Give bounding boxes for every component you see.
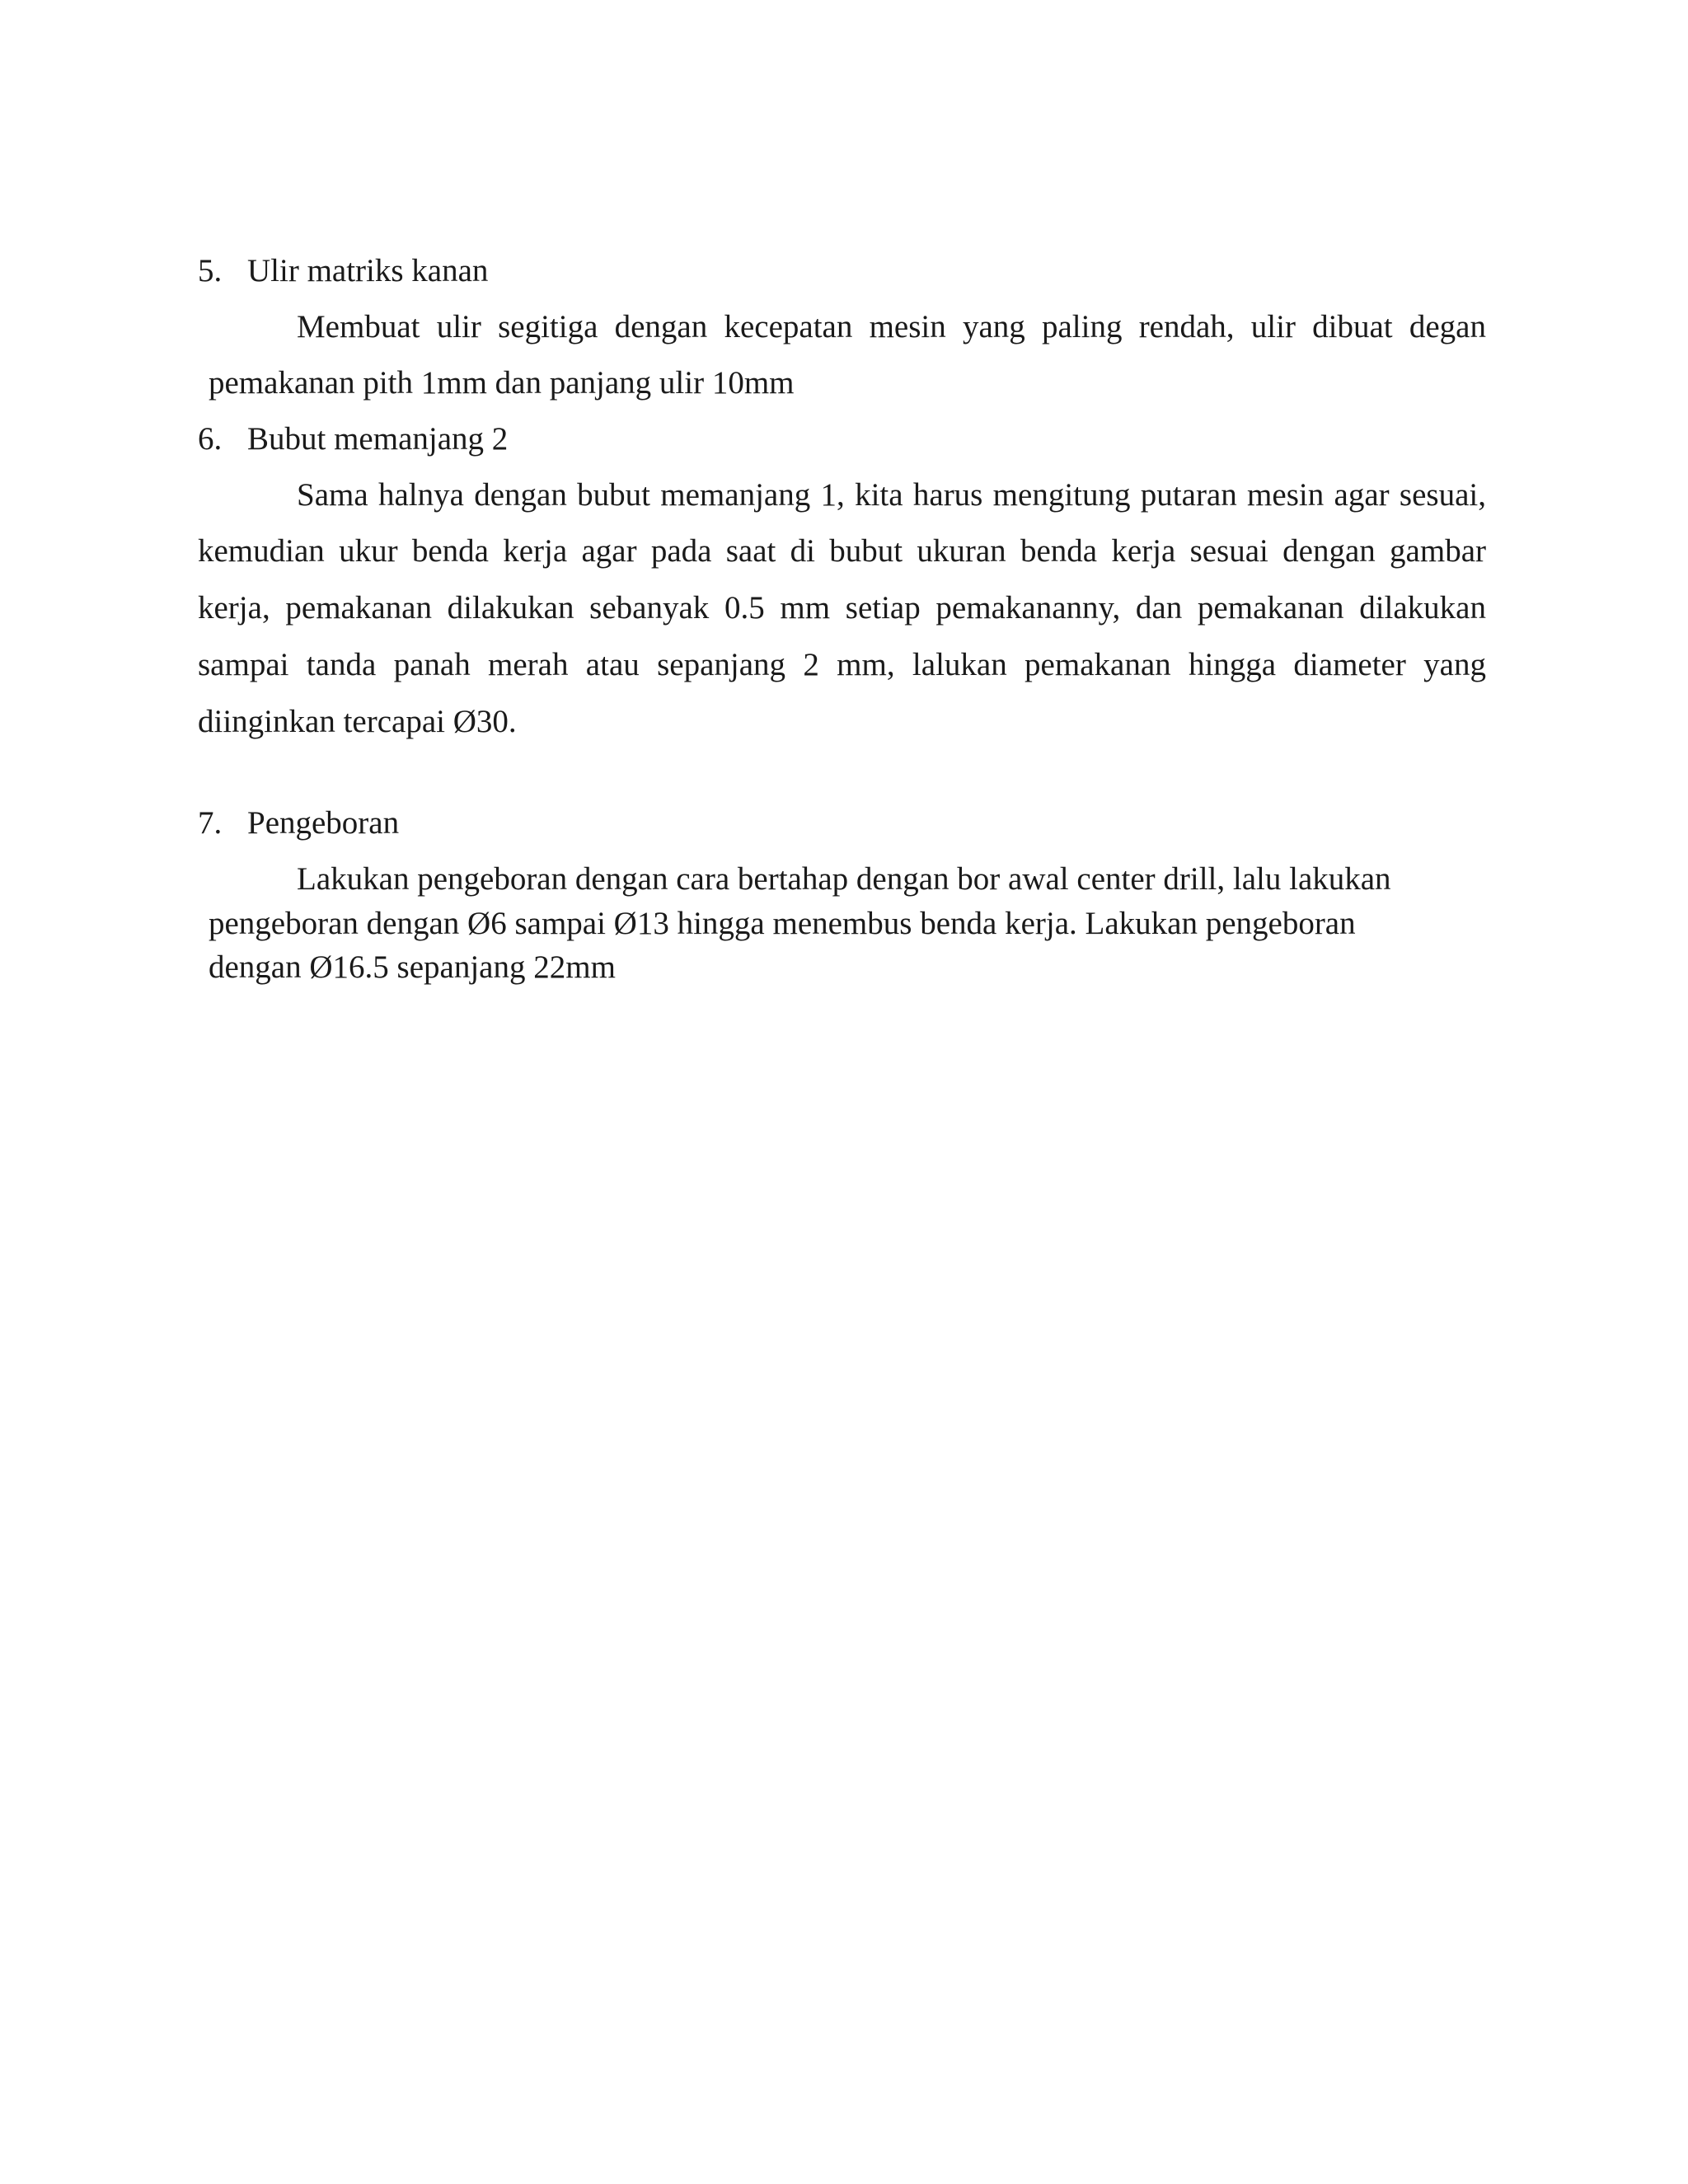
section-title: Bubut memanjang 2 [247,421,509,457]
section-title: Pengeboran [247,805,400,841]
section-6-heading [198,420,508,457]
section-7-line-1: Lakukan pengeboran dengan cara bertahap dengan bor awal center drill, lalu lakukan [297,861,1391,897]
section-6-line-5: diinginkan tercapai Ø30. [198,704,517,739]
section-title: Ulir matriks kanan [247,253,489,288]
section-6-line-3: kerja, pemakanan dilakukan sebanyak 0.5 mm setiap pemakananny, dan pemakanan dilakukan [198,590,1486,626]
section-7-heading [198,804,399,841]
section-5-line-1: Membuat ulir segitiga dengan kecepatan mesin yang paling rendah, ulir dibuat degan [297,309,1486,344]
section-number: 6. [198,421,223,457]
section-7-line-2: pengeboran dengan Ø6 sampai Ø13 hingga menembus benda kerja. Lakukan pengeboran [209,906,1356,941]
section-6-line-2: kemudian ukur benda kerja agar pada saat di bubut ukuran benda kerja sesuai dengan gambar [198,533,1486,569]
section-number: 5. [198,253,223,288]
section-5-line-2: pemakanan pith 1mm dan panjang ulir 10mm [209,365,795,401]
section-6-line-4: sampai tanda panah merah atau sepanjang 2 mm, lalukan pemakanan hingga diameter yang [198,647,1486,682]
section-6-line-1: Sama halnya dengan bubut memanjang 1, kita harus mengitung putaran mesin agar sesuai, [297,477,1486,513]
section-7-line-3: dengan Ø16.5 sepanjang 22mm [209,949,616,985]
section-5-heading [198,252,488,289]
section-number: 7. [198,805,223,841]
